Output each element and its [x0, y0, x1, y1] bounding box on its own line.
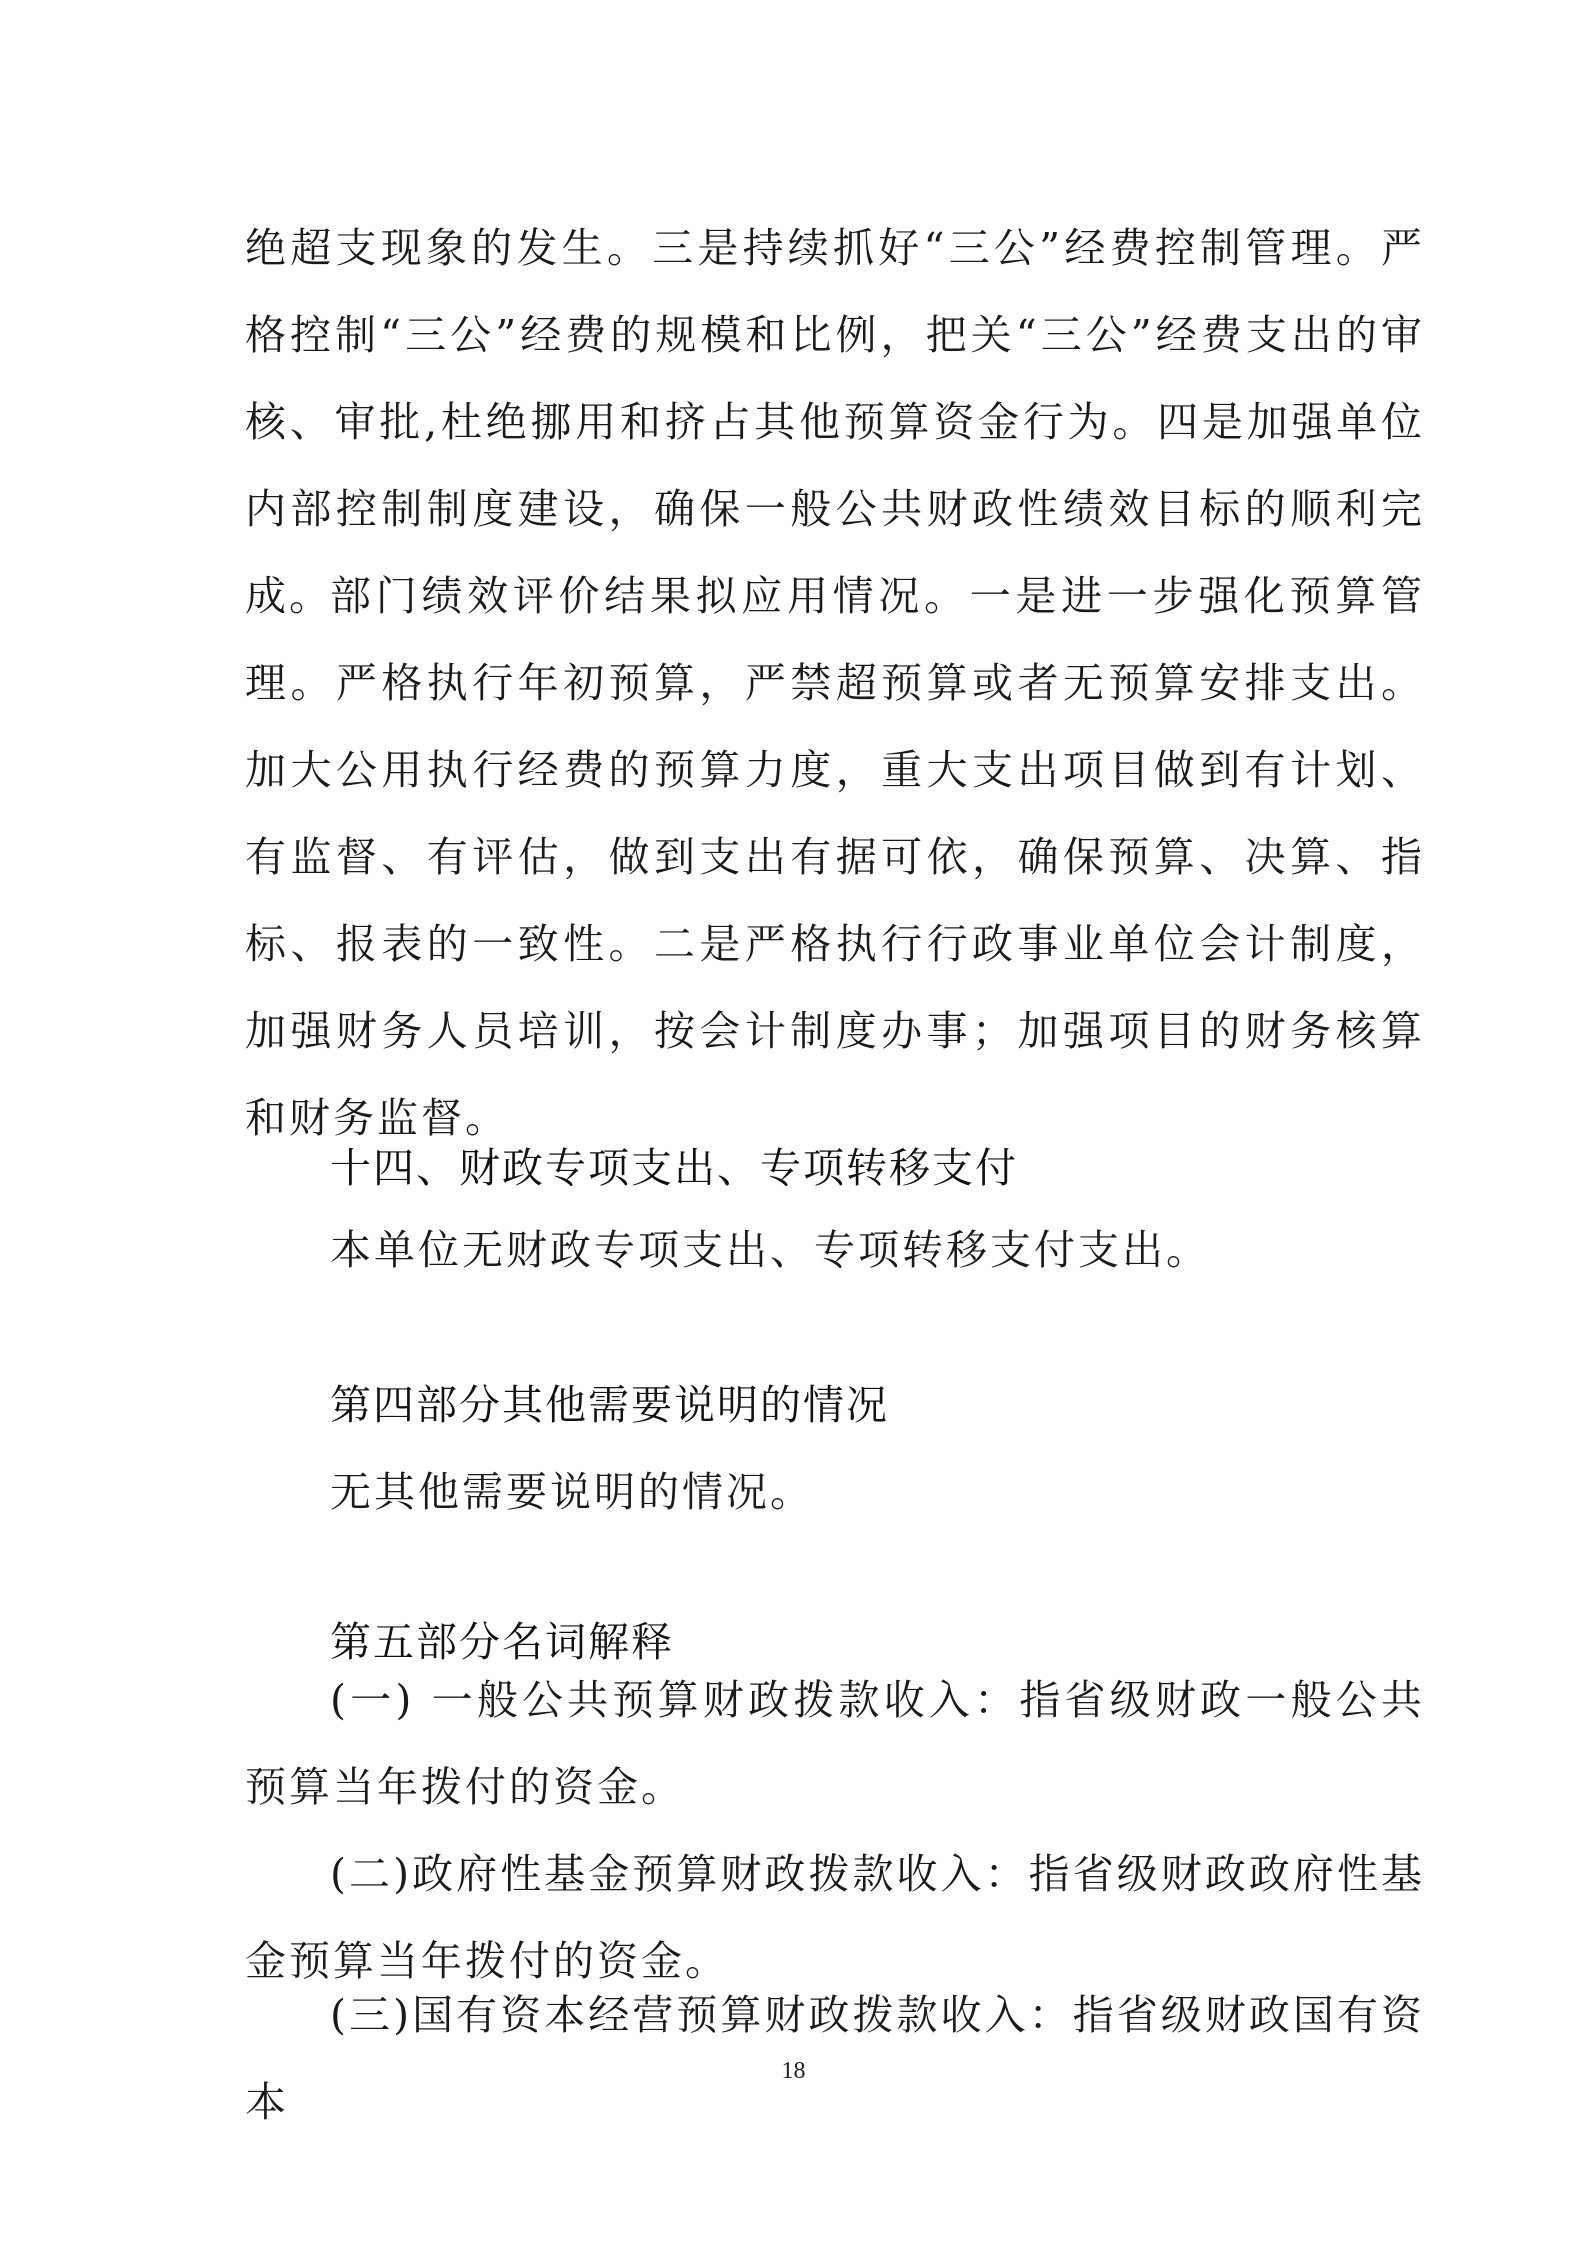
paragraph-performance-evaluation: 部门绩效评价结果拟应用情况。一是进一步强化预算管理。严格执行年初预算，严禁超预算或者无预算安排支出。加大公用执行经费的预算力度，重大支出项目做到有计划、有监督、有评估，做到支出有据可依，确保预算、决算、指标、报表的一致性。二是严格执行行政事业单位会计制度，加强财务人员培训，按会计制度办事；加强项目的财务核算和财务监督。: [245, 572, 1425, 1142]
special-expenditure-text: 本单位无财政专项支出、专项转移支付支出。: [330, 1226, 1210, 1274]
paragraph-budget-control: 绝超支现象的发生。三是持续抓好“三公”经费控制管理。严格控制“三公”经费的规模和比例，把关“三公”经费支出的审核、审批,杜绝挪用和挤占其他预算资金行为。四是加强单位内部控制制度建设，确保一般公共财政性绩效目标的顺利完成。: [245, 224, 1425, 620]
definition-item-2: (二)政府性基金预算财政拨款收入：指省级财政政府性基金预算当年拨付的资金。: [245, 1850, 1425, 1985]
part-five-heading: 第五部分名词解释: [330, 1618, 674, 1666]
definition-item-3: (三)国有资本经营预算财政拨款收入：指省级财政国有资本: [245, 1991, 1425, 2126]
part-four-heading: 第四部分其他需要说明的情况: [330, 1381, 889, 1429]
section-heading-special-expenditure: 十四、财政专项支出、专项转移支付: [330, 1144, 1018, 1192]
part-four-text: 无其他需要说明的情况。: [330, 1468, 814, 1516]
definition-item-1: (一) 一般公共预算财政拨款收入：指省级财政一般公共预算当年拨付的资金。: [245, 1676, 1425, 1811]
page-number: 18: [781, 2058, 806, 2084]
